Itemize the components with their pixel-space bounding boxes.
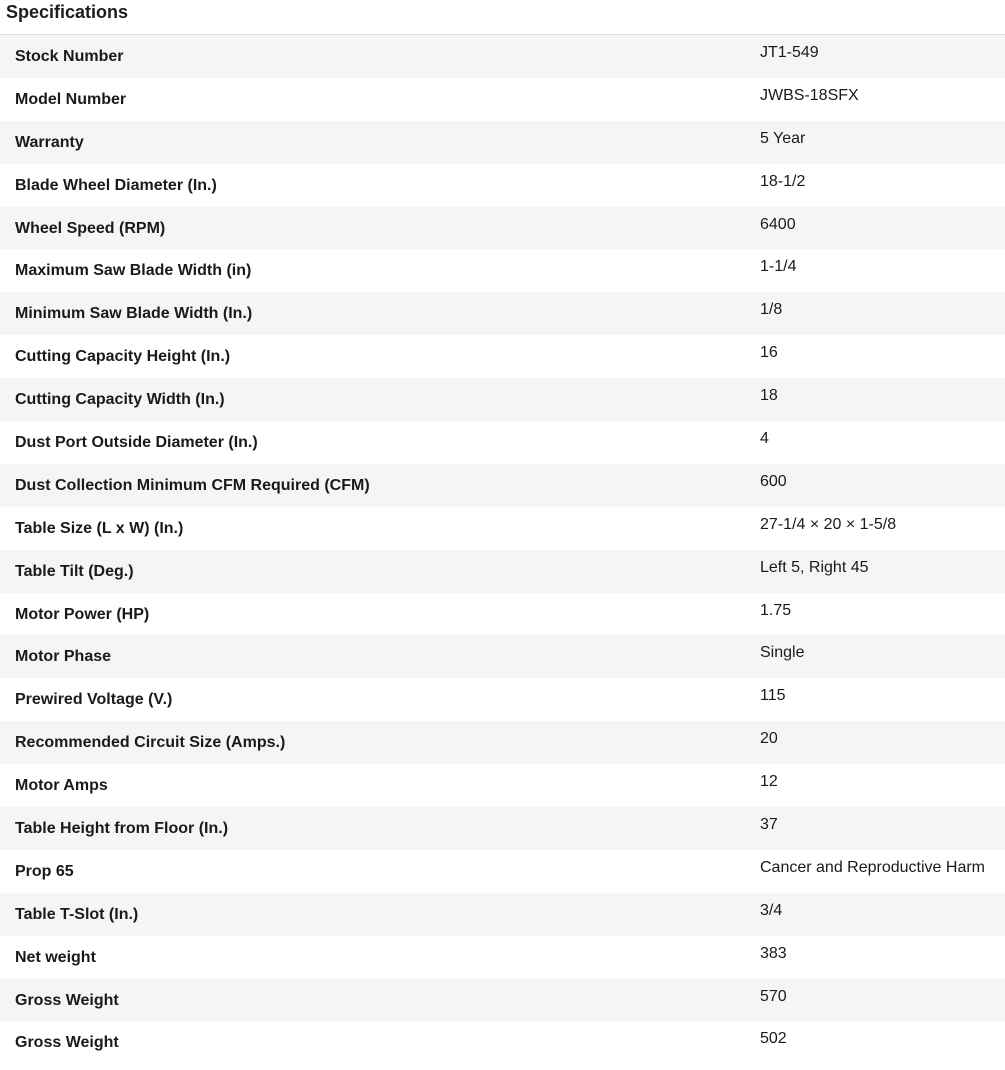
spec-label: Model Number xyxy=(15,90,127,108)
spec-row-motor-power xyxy=(0,593,1005,636)
spec-row-max-blade-width xyxy=(0,249,1005,292)
spec-row-net-weight xyxy=(0,936,1005,979)
spec-row-min-blade-width xyxy=(0,292,1005,335)
spec-label: Blade Wheel Diameter (In.) xyxy=(15,176,217,194)
spec-value: 16 xyxy=(760,344,778,362)
spec-row-motor-phase xyxy=(0,635,1005,678)
spec-value: 3/4 xyxy=(760,901,783,919)
spec-row-stock-number xyxy=(0,35,1005,78)
spec-label: Table Size (L x W) (In.) xyxy=(15,519,184,537)
spec-value: 1/8 xyxy=(760,301,783,319)
spec-value: Single xyxy=(760,644,805,662)
spec-value: 5 Year xyxy=(760,129,806,147)
spec-label: Dust Collection Minimum CFM Required (CFM) xyxy=(15,476,370,494)
spec-label: Recommended Circuit Size (Amps.) xyxy=(15,734,286,752)
spec-value: 115 xyxy=(760,687,786,705)
spec-label: Net weight xyxy=(15,948,96,966)
spec-label: Wheel Speed (RPM) xyxy=(15,219,166,237)
spec-row-gross-weight xyxy=(0,979,1005,1022)
spec-row-wheel-speed xyxy=(0,207,1005,250)
spec-row-prewired-voltage xyxy=(0,678,1005,721)
spec-value: 37 xyxy=(760,816,778,834)
spec-label: Motor Phase xyxy=(15,648,112,666)
specifications-header xyxy=(0,0,1005,35)
spec-row-table-tilt xyxy=(0,550,1005,593)
specifications-table xyxy=(0,35,1005,1064)
spec-row-motor-amps xyxy=(0,764,1005,807)
spec-value: JWBS-18SFX xyxy=(760,86,859,104)
spec-value: Cancer and Reproductive Harm xyxy=(760,858,985,876)
spec-row-table-size xyxy=(0,507,1005,550)
spec-label: Prop 65 xyxy=(15,862,74,880)
spec-label: Table Height from Floor (In.) xyxy=(15,820,229,838)
spec-value: 27-1/4 × 20 × 1-5/8 xyxy=(760,515,897,533)
spec-value: 18-1/2 xyxy=(760,172,806,190)
spec-label: Gross Weight xyxy=(15,1034,119,1052)
spec-row-dust-collection-cfm xyxy=(0,464,1005,507)
spec-label: Table Tilt (Deg.) xyxy=(15,562,134,580)
spec-value: 570 xyxy=(760,987,787,1005)
spec-label: Table T-Slot (In.) xyxy=(15,905,139,923)
spec-label: Minimum Saw Blade Width (In.) xyxy=(15,305,253,323)
section-title: Specifications xyxy=(6,2,129,22)
spec-label: Motor Amps xyxy=(15,777,108,795)
spec-label: Warranty xyxy=(15,133,84,151)
spec-value: 18 xyxy=(760,387,778,405)
spec-value: 1-1/4 xyxy=(760,258,797,276)
spec-row-blade-wheel-diameter xyxy=(0,164,1005,207)
spec-value: 502 xyxy=(760,1030,787,1048)
spec-row-table-t-slot xyxy=(0,893,1005,936)
spec-value: Left 5, Right 45 xyxy=(760,558,869,576)
spec-label: Cutting Capacity Width (In.) xyxy=(15,391,225,409)
spec-label: Prewired Voltage (V.) xyxy=(15,691,173,709)
spec-label: Cutting Capacity Height (In.) xyxy=(15,348,231,366)
spec-row-cutting-width xyxy=(0,378,1005,421)
spec-row-table-height xyxy=(0,807,1005,850)
spec-label: Maximum Saw Blade Width (in) xyxy=(15,262,252,280)
spec-value: 12 xyxy=(760,773,778,791)
spec-row-dust-port-diameter xyxy=(0,421,1005,464)
spec-value: 6400 xyxy=(760,215,796,233)
spec-label: Gross Weight xyxy=(15,991,119,1009)
spec-row-prop-65 xyxy=(0,850,1005,893)
spec-value: 600 xyxy=(760,472,787,490)
spec-label: Stock Number xyxy=(15,48,124,65)
spec-row-warranty xyxy=(0,121,1005,164)
spec-row-cutting-height xyxy=(0,335,1005,378)
spec-value: 20 xyxy=(760,730,778,748)
spec-value: 1.75 xyxy=(760,601,792,619)
spec-value: 383 xyxy=(760,944,787,962)
spec-row-model-number xyxy=(0,78,1005,121)
spec-label: Motor Power (HP) xyxy=(15,605,150,623)
spec-row-circuit-size xyxy=(0,721,1005,764)
spec-row-gross-weight-2 xyxy=(0,1021,1005,1064)
spec-value: 4 xyxy=(760,430,769,448)
spec-label: Dust Port Outside Diameter (In.) xyxy=(15,434,258,452)
spec-value: JT1-549 xyxy=(760,44,819,61)
